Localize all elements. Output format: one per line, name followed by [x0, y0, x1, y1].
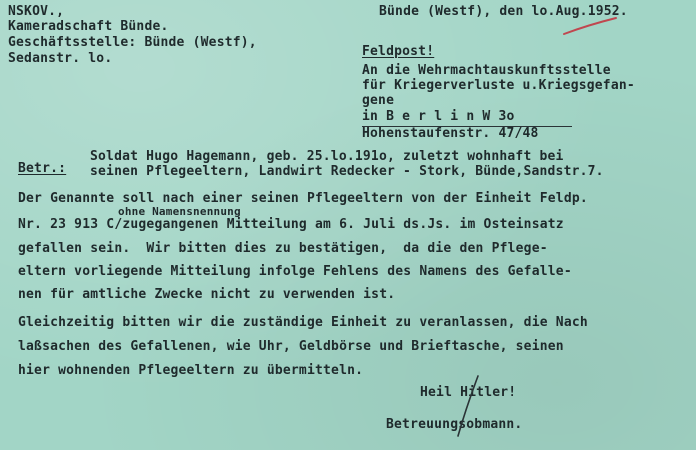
- closing-title: Betreuungsobmann.: [386, 417, 523, 432]
- red-pencil-mark: [560, 16, 620, 40]
- subject-label: Betr.:: [18, 161, 67, 176]
- sender-line-2: Kameradschaft Bünde.: [8, 19, 169, 34]
- recipient-line-2: für Kriegerverluste u.Kriegsgefan-: [362, 78, 635, 93]
- sender-line-4: Sedanstr. lo.: [8, 51, 113, 66]
- body-p1-line-1: Der Genannte soll nach einer seinen Pflegeeltern von der Einheit Feldp.: [18, 191, 588, 206]
- sender-line-1: NSKOV.,: [8, 4, 65, 19]
- date-line: Bünde (Westf), den lo.Aug.1952.: [379, 4, 628, 19]
- body-p2-line-3: hier wohnenden Pflegeeltern zu übermitteln.: [18, 363, 364, 378]
- recipient-city: in B e r l i n W 3o: [362, 109, 515, 124]
- body-p2-line-2: laßsachen des Gefallenen, wie Uhr, Geldbörse und Brieftasche, seinen: [18, 339, 564, 354]
- subject-line-1: Soldat Hugo Hagemann, geb. 25.lo.191o, zuletzt wohnhaft bei: [90, 149, 564, 164]
- recipient-line-1: An die Wehrmachtauskunftsstelle: [362, 63, 611, 78]
- body-insert: ohne Namensnennung: [118, 205, 241, 218]
- body-p1-line-3: gefallen sein. Wir bitten dies zu bestätigen, da die den Pflege-: [18, 241, 548, 256]
- subject-line-2: seinen Pflegeeltern, Landwirt Redecker - Stork, Bünde,Sandstr.7.: [90, 164, 604, 179]
- body-p1-line-4: eltern vorliegende Mitteilung infolge Fehlens des Namens des Gefalle-: [18, 264, 572, 279]
- recipient-line-3: gene: [362, 93, 395, 108]
- body-p1-line-5: nen für amtliche Zwecke nicht zu verwenden ist.: [18, 287, 396, 302]
- feldpost-label: Feldpost!: [362, 44, 435, 59]
- body-p2-line-1: Gleichzeitig bitten wir die zuständige Einheit zu veranlassen, die Nach: [18, 315, 588, 330]
- closing-greeting: Heil Hitler!: [420, 385, 517, 400]
- body-p1-line-2: Nr. 23 913 C/zugegangenen Mitteilung am 6. Juli ds.Js. im Osteinsatz: [18, 217, 564, 232]
- recipient-street: Hohenstaufenstr. 47/48: [362, 126, 539, 141]
- sender-line-3: Geschäftsstelle: Bünde (Westf),: [8, 35, 257, 50]
